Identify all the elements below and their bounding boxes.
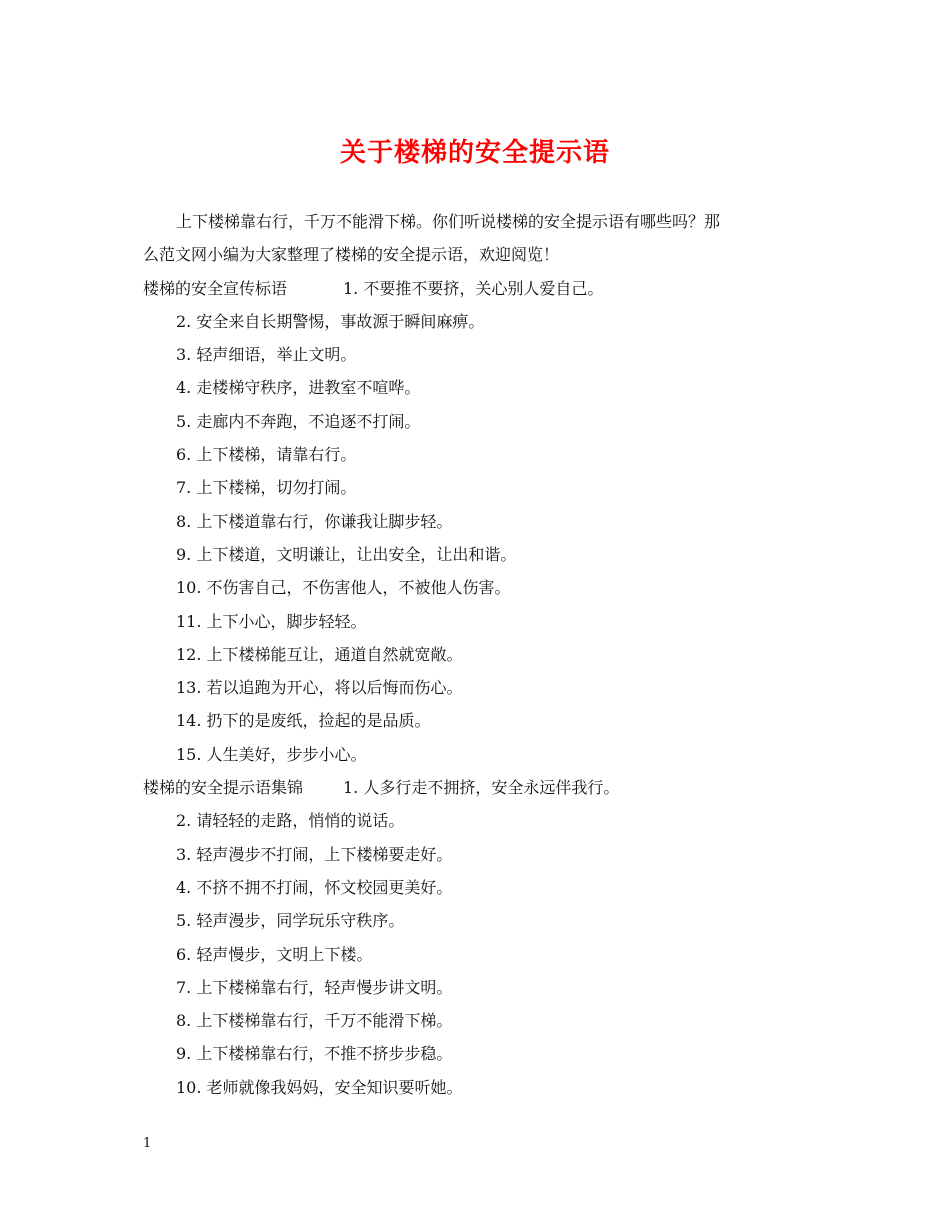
list-item: 10. 老师就像我妈妈，安全知识要听她。	[176, 1077, 463, 1097]
list-item: 9. 上下楼梯靠右行，不推不挤步步稳。	[176, 1044, 453, 1064]
section-1-heading: 楼梯的安全宣传标语	[143, 278, 288, 298]
list-item: 7. 上下楼梯靠右行，轻声慢步讲文明。	[176, 977, 453, 997]
list-item: 3. 轻声漫步不打闹，上下楼梯要走好。	[176, 844, 453, 864]
list-item: 11. 上下小心，脚步轻轻。	[176, 611, 367, 631]
list-item: 15. 人生美好，步步小心。	[176, 744, 367, 764]
list-item: 2. 安全来自长期警惕，事故源于瞬间麻痹。	[176, 311, 485, 331]
intro-line-2: 么范文网小编为大家整理了楼梯的安全提示语，欢迎阅览！	[143, 245, 560, 265]
list-item: 5. 轻声漫步，同学玩乐守秩序。	[176, 911, 405, 931]
page-title: 关于楼梯的安全提示语	[339, 138, 610, 168]
intro-line-1: 上下楼梯靠右行，千万不能滑下梯。你们听说楼梯的安全提示语有哪些吗？那	[176, 212, 721, 231]
list-item: 13. 若以追跑为开心，将以后悔而伤心。	[176, 678, 463, 698]
list-item: 6. 上下楼梯，请靠右行。	[176, 445, 357, 465]
list-item: 1. 不要推不要挤，关心别人爱自己。	[343, 278, 604, 298]
list-item: 9. 上下楼道，文明谦让，让出安全，让出和谐。	[176, 544, 517, 564]
list-item: 4. 走楼梯守秩序，进教室不喧哗。	[176, 378, 421, 398]
list-item: 1. 人多行走不拥挤，安全永远伴我行。	[343, 778, 620, 798]
list-item: 6. 轻声慢步，文明上下楼。	[176, 944, 373, 964]
list-item: 2. 请轻轻的走路，悄悄的说话。	[176, 811, 405, 831]
list-item: 14. 扔下的是废纸，捡起的是品质。	[176, 711, 431, 731]
list-item: 8. 上下楼道靠右行，你谦我让脚步轻。	[176, 511, 453, 531]
list-item: 5. 走廊内不奔跑，不追逐不打闹。	[176, 411, 421, 431]
section-2-heading: 楼梯的安全提示语集锦	[143, 778, 304, 798]
document-body	[143, 205, 815, 1104]
section-2-first-line	[143, 771, 815, 804]
page-number: 1	[143, 1136, 152, 1151]
section-1-first-line	[143, 272, 815, 305]
list-item: 4. 不挤不拥不打闹，怀文校园更美好。	[176, 877, 453, 897]
list-item: 7. 上下楼梯，切勿打闹。	[176, 478, 357, 498]
list-item: 3. 轻声细语，举止文明。	[176, 345, 357, 365]
list-item: 8. 上下楼梯靠右行，千万不能滑下梯。	[176, 1011, 453, 1031]
list-item: 10. 不伤害自己，不伤害他人，不被他人伤害。	[176, 578, 511, 598]
list-item: 12. 上下楼梯能互让，通道自然就宽敞。	[176, 644, 463, 664]
